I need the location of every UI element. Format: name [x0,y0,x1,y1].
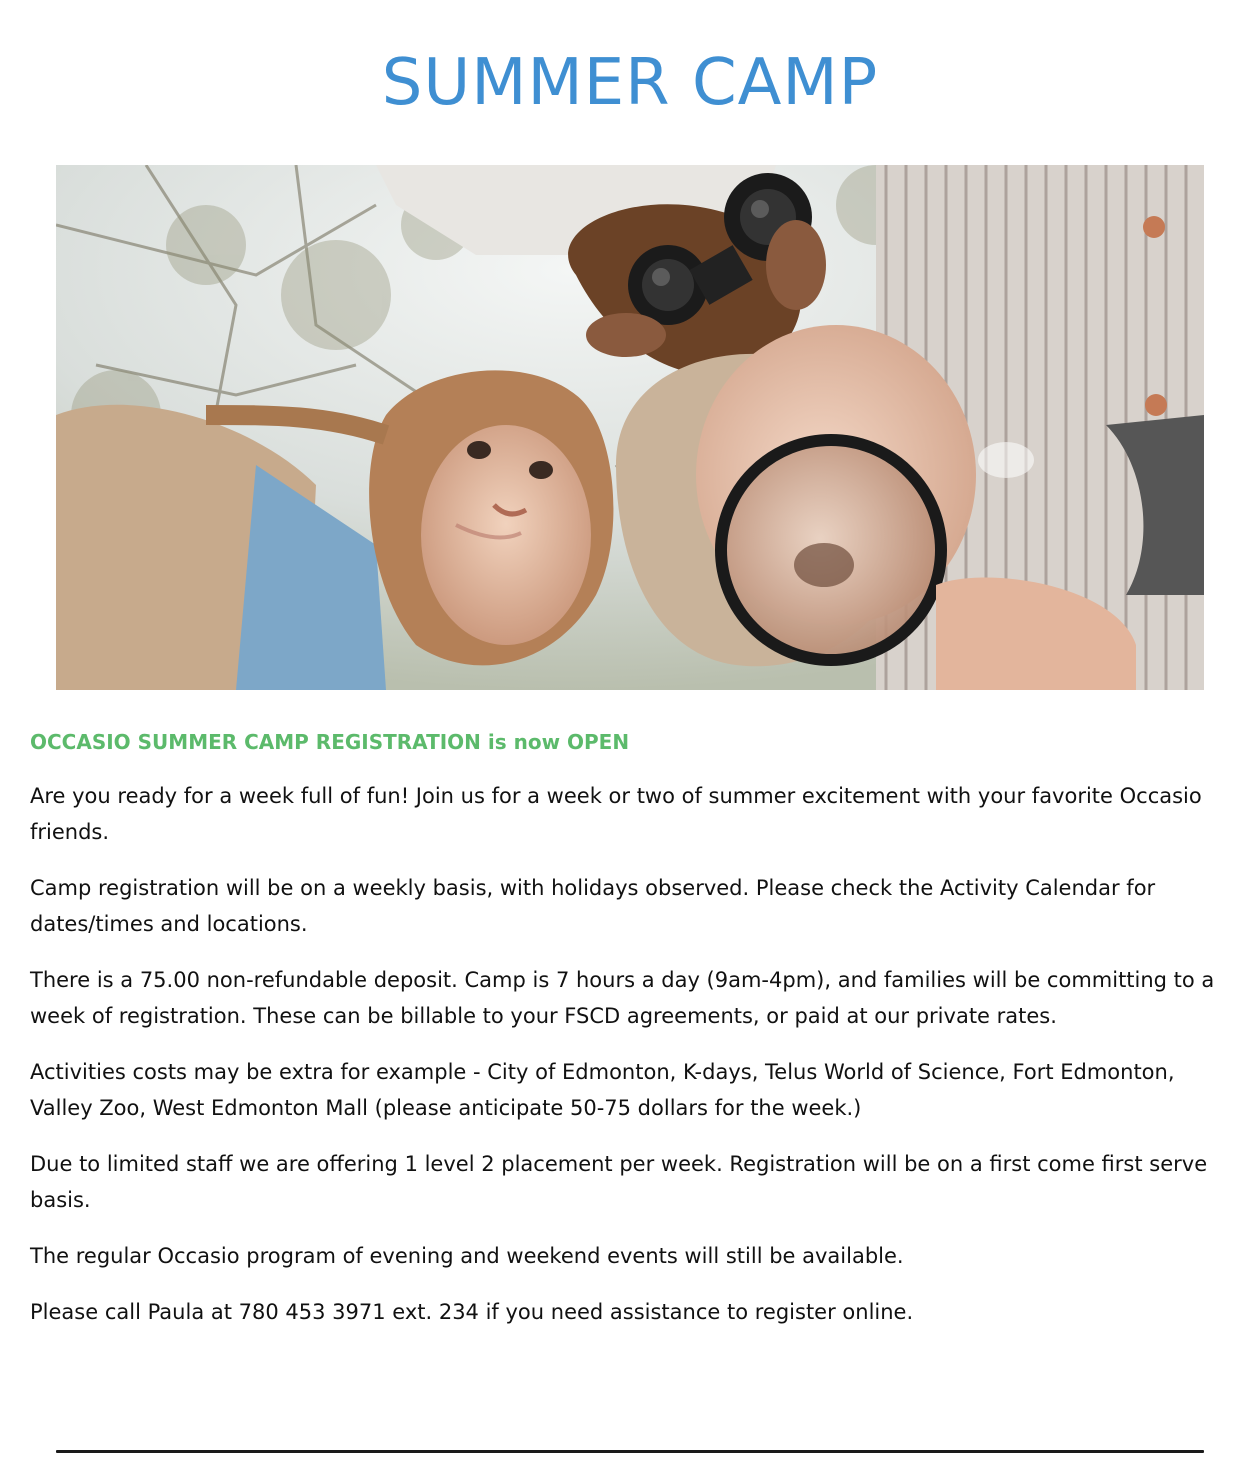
page-title: SUMMER CAMP [381,46,879,120]
paragraph-intro: Are you ready for a week full of fun! Join us for a week or two of summer excitement with your favorite Occasio friends. [30,784,1202,844]
paragraph-deposit: There is a 75.00 non-refundable deposit. Camp is 7 hours a day (9am-4pm), and families will be committing to a week of registration. These can be billable to your FSCD agreements, or paid at our private rates. [30,968,1215,1028]
hero-image [56,165,1204,690]
paragraph-registration: Camp registration will be on a weekly basis, with holidays observed. Please check the Activity Calendar for dates/times and locations. [30,876,1156,936]
paragraph-contact: Please call Paula at 780 453 3971 ext. 234 if you need assistance to register online. [30,1300,914,1324]
paragraph-regular-program: The regular Occasio program of evening and weekend events will still be available. [30,1244,904,1268]
registration-announcement: OCCASIO SUMMER CAMP REGISTRATION is now OPEN [30,730,630,754]
paragraph-activities: Activities costs may be extra for example - City of Edmonton, K-days, Telus World of Science, Fort Edmonton, Valley Zoo, West Edmonton Mall (please anticipate 50-75 dollars for the week.) [30,1060,1175,1120]
paragraph-staff: Due to limited staff we are offering 1 level 2 placement per week. Registration will be on a first come first serve basis. [30,1152,1208,1212]
divider [56,1450,1204,1453]
content-section [30,726,1235,1350]
